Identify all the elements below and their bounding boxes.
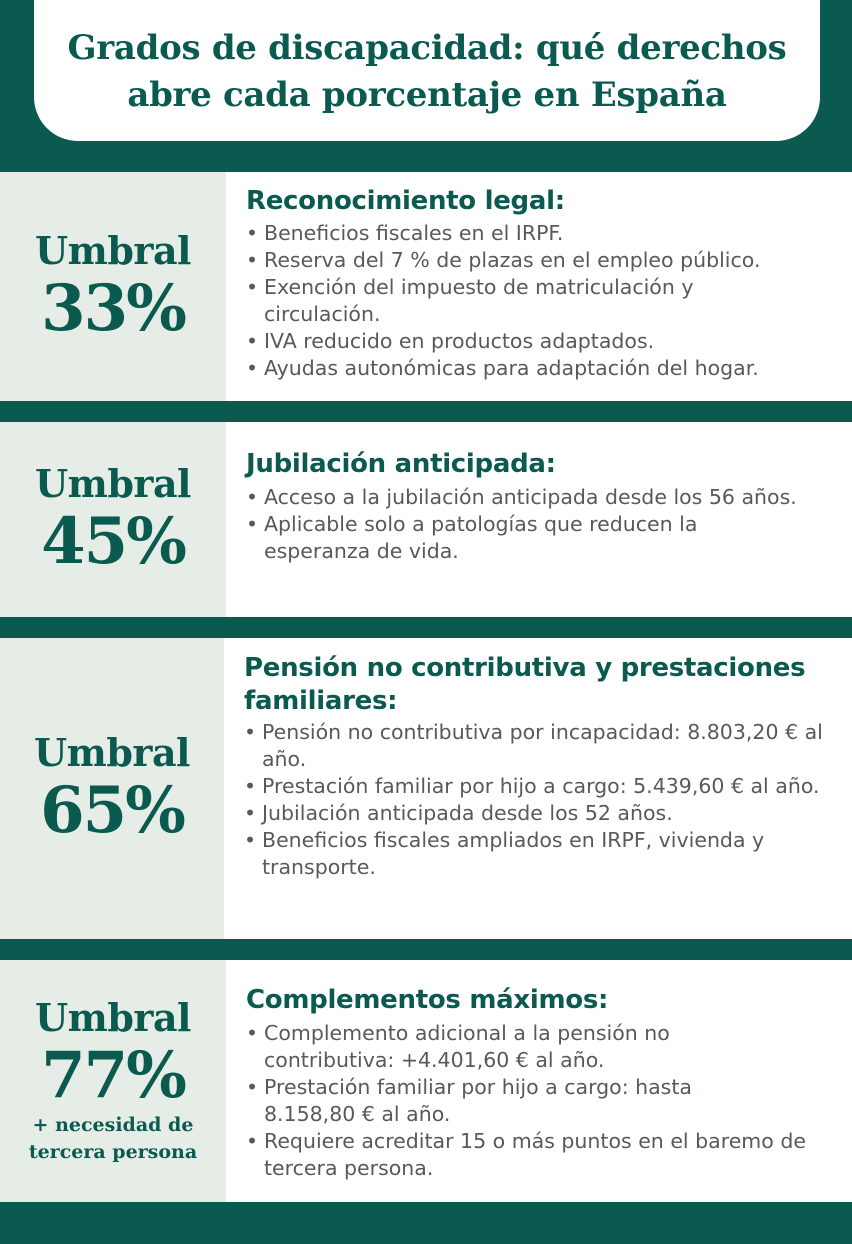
threshold-note bbox=[29, 1112, 197, 1166]
section-title-line-2: familiares: bbox=[244, 686, 398, 716]
list-item: • Aplicable solo a patologías que reducen la esperanza de vida. bbox=[246, 511, 764, 565]
list-item: • Pensión no contributiva por incapacidad: 8.803,20 € al año. bbox=[244, 719, 852, 773]
threshold-panel bbox=[0, 422, 226, 617]
page-title-line-2: abre cada porcentaje en España bbox=[127, 74, 727, 115]
list-item: • Prestación familiar por hijo a cargo: hasta 8.158,80 € al año. bbox=[246, 1074, 744, 1128]
list-item: • Beneficios fiscales ampliados en IRPF, vivienda y transporte. bbox=[244, 827, 822, 881]
threshold-label: Umbral bbox=[34, 729, 190, 775]
list-item: • IVA reducido en productos adaptados. bbox=[246, 328, 852, 355]
section-45 bbox=[0, 422, 852, 617]
threshold-percent: 77% bbox=[41, 1038, 185, 1113]
section-title bbox=[246, 984, 852, 1017]
list-item: • Complemento adicional a la pensión no contributiva: +4.401,60 € al año. bbox=[246, 1020, 734, 1074]
list-item: • Jubilación anticipada desde los 52 años. bbox=[244, 800, 852, 827]
rights-list bbox=[246, 1020, 852, 1182]
list-item-text: Exención del impuesto de matriculación y circulación. bbox=[264, 275, 694, 326]
rights-panel bbox=[226, 960, 852, 1202]
rights-panel bbox=[224, 638, 852, 939]
rights-list bbox=[246, 220, 852, 382]
threshold-percent: 33% bbox=[41, 270, 185, 346]
page-title-line-1: Grados de discapacidad: qué derechos bbox=[67, 27, 787, 68]
threshold-note-line-1: + necesidad de bbox=[32, 1114, 194, 1136]
rights-list bbox=[244, 719, 852, 881]
rights-list bbox=[246, 484, 852, 565]
list-item: • Prestación familiar por hijo a cargo: 5.439,60 € al año. bbox=[244, 773, 822, 800]
threshold-label: Umbral bbox=[35, 227, 191, 273]
section-title-line-1: Jubilación anticipada: bbox=[246, 449, 556, 479]
list-item: • Ayudas autonómicas para adaptación del hogar. bbox=[246, 355, 852, 382]
rights-panel bbox=[226, 422, 852, 617]
threshold-panel bbox=[0, 960, 226, 1202]
threshold-label: Umbral bbox=[35, 995, 191, 1040]
rights-panel bbox=[226, 172, 852, 401]
section-65 bbox=[0, 638, 852, 939]
list-item bbox=[246, 274, 764, 328]
threshold-label: Umbral bbox=[35, 460, 191, 506]
threshold-percent: 45% bbox=[41, 503, 185, 579]
section-title bbox=[246, 448, 852, 481]
list-item: • Acceso a la jubilación anticipada desde los 56 años. bbox=[246, 484, 804, 511]
threshold-panel bbox=[0, 638, 224, 939]
section-title-line-1: Pensión no contributiva y prestaciones bbox=[244, 653, 806, 683]
section-title-line-1: Complementos máximos: bbox=[246, 985, 609, 1015]
section-title bbox=[244, 652, 852, 718]
title-card bbox=[34, 0, 820, 141]
page-title bbox=[68, 23, 787, 119]
section-title-line-1: Reconocimiento legal: bbox=[246, 186, 565, 216]
section-77 bbox=[0, 960, 852, 1202]
section-title bbox=[246, 185, 852, 218]
list-item: • Beneficios fiscales en el IRPF. bbox=[246, 220, 852, 247]
threshold-note-line-2: tercera persona bbox=[28, 1141, 198, 1163]
list-item: • Requiere acreditar 15 o más puntos en el baremo de tercera persona. bbox=[246, 1128, 844, 1182]
section-33 bbox=[0, 172, 852, 401]
threshold-panel bbox=[0, 172, 226, 401]
list-item: • Reserva del 7 % de plazas en el empleo público. bbox=[246, 247, 852, 274]
threshold-percent: 65% bbox=[40, 772, 184, 848]
